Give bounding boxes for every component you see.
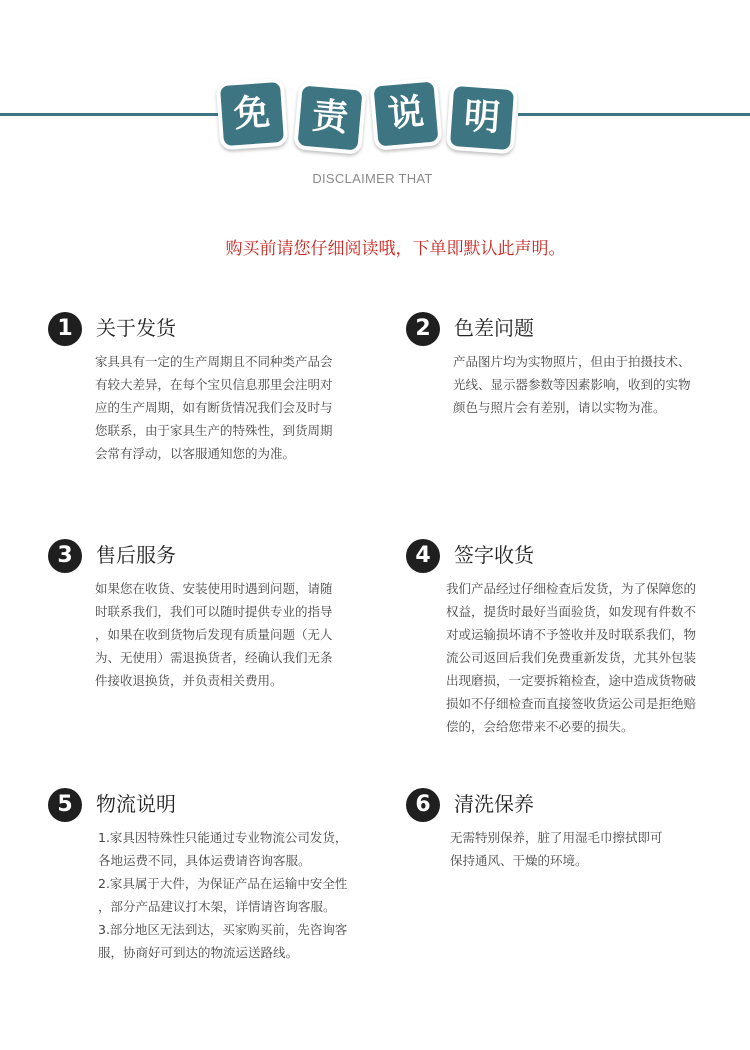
section-title: 色差问题 <box>454 316 534 340</box>
title-tile: 明 <box>446 82 519 155</box>
body-line: 应的生产周期，如有断货情况我们会及时与 <box>95 400 333 415</box>
body-line: 为、无使用）需退换货者，经确认我们无条 <box>95 650 333 665</box>
title-tile: 说 <box>369 77 443 151</box>
body-line: ，部分产品建议打木架，详情请咨询客服。 <box>98 899 336 914</box>
body-line: 您联系，由于家具生产的特殊性，到货周期 <box>95 423 333 438</box>
body-line: 时联系我们，我们可以随时提供专业的指导 <box>95 604 333 619</box>
section-body <box>446 577 696 738</box>
number-badge: 4 <box>406 539 440 573</box>
body-line: 件接收退换货，并负责相关费用。 <box>95 673 283 688</box>
section-title: 售后服务 <box>96 543 176 567</box>
body-line: 会常有浮动，以客服通知您的为准。 <box>95 446 296 461</box>
body-line: ，如果在收到货物后发现有质量问题（无人 <box>95 627 333 642</box>
title-tile: 责 <box>293 81 367 155</box>
number-badge: 5 <box>48 788 82 822</box>
purchase-notice: 购买前请您仔细阅读哦，下单即默认此声明。 <box>225 239 566 259</box>
section-title: 关于发货 <box>96 316 176 340</box>
section-body <box>95 350 333 465</box>
page-title <box>218 78 528 158</box>
body-line: 对或运输损坏请不予签收并及时联系我们，物 <box>446 627 697 642</box>
body-line: 1.家具因特殊性只能通过专业物流公司发货， <box>98 830 348 845</box>
body-line: 颜色与照片会有差别，请以实物为准。 <box>453 400 666 415</box>
section-title: 签字收货 <box>454 543 534 567</box>
body-line: 光线、显示器参数等因素影响，收到的实物 <box>453 377 691 392</box>
section-body <box>450 826 663 872</box>
title-tile: 免 <box>216 78 289 151</box>
section-body <box>453 350 691 419</box>
body-line: 权益，提货时最好当面验货，如发现有件数不 <box>446 604 697 619</box>
body-line: 各地运费不同，具体运费请咨询客服。 <box>98 853 311 868</box>
body-line: 服，协商好可到达的物流运送路线。 <box>98 945 299 960</box>
body-line: 2.家具属于大件，为保证产品在运输中安全性 <box>98 876 348 891</box>
body-line: 无需特别保养，脏了用湿毛巾擦拭即可 <box>450 830 663 845</box>
header-divider-right <box>518 113 750 116</box>
header-divider-left <box>0 113 224 116</box>
body-line: 偿的，会给您带来不必要的损失。 <box>446 719 634 734</box>
body-line: 如果您在收货、安装使用时遇到问题，请随 <box>95 581 333 596</box>
section-body <box>95 577 333 692</box>
number-badge: 1 <box>48 312 82 346</box>
body-line: 保持通风、干燥的环境。 <box>450 853 588 868</box>
section-title: 清洗保养 <box>454 792 534 816</box>
body-line: 3.部分地区无法到达，买家购买前，先咨询客 <box>98 922 348 937</box>
body-line: 损如不仔细检查而直接签收货运公司是拒绝赔 <box>446 696 697 711</box>
body-line: 我们产品经过仔细检查后发货，为了保障您的 <box>446 581 697 596</box>
body-line: 产品图片均为实物照片，但由于拍摄技术、 <box>453 354 691 369</box>
section-body <box>98 826 347 964</box>
number-badge: 6 <box>406 788 440 822</box>
body-line: 流公司返回后我们免费重新发货，尤其外包装 <box>446 650 697 665</box>
section-title: 物流说明 <box>96 792 176 816</box>
number-badge: 2 <box>406 312 440 346</box>
body-line: 家具具有一定的生产周期且不同种类产品会 <box>95 354 333 369</box>
number-badge: 3 <box>48 539 82 573</box>
body-line: 出现磨损，一定要拆箱检查，途中造成货物破 <box>446 673 697 688</box>
body-line: 有较大差异，在每个宝贝信息那里会注明对 <box>95 377 333 392</box>
page-subtitle: DISCLAIMER THAT <box>312 171 433 186</box>
